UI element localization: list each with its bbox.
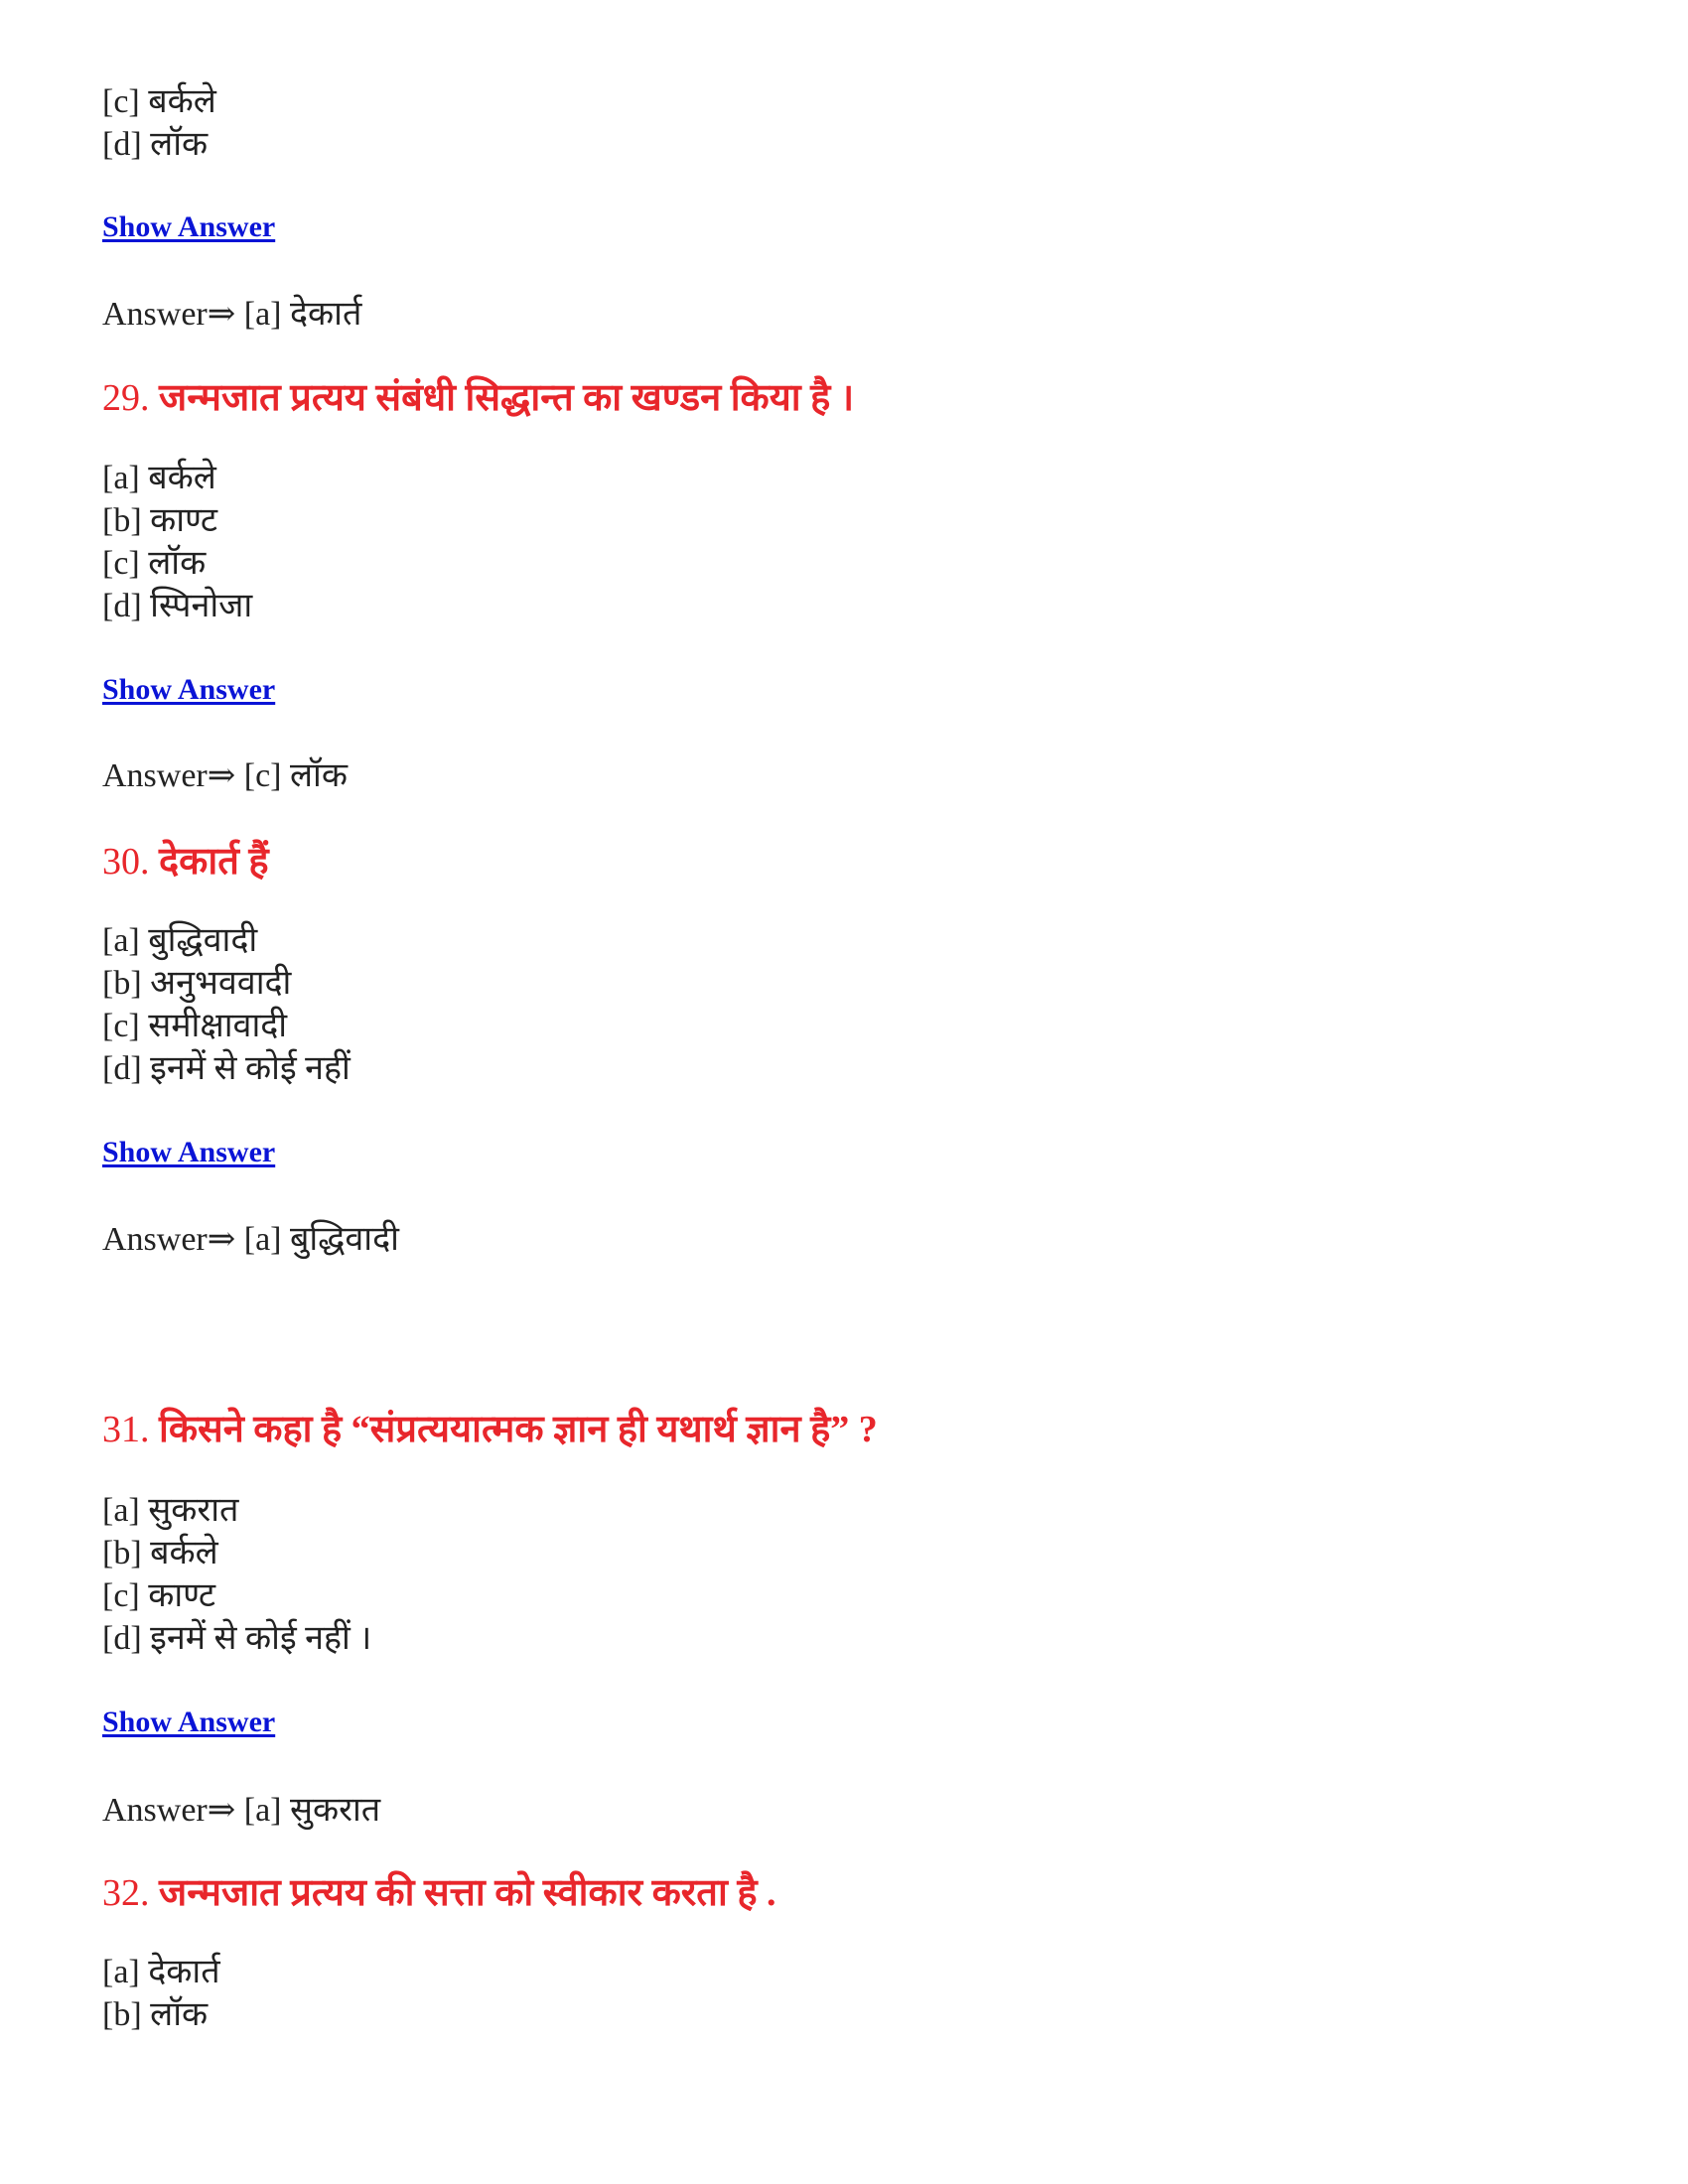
q30-text: देकार्त हैं	[159, 841, 269, 883]
q31-option-c: [c] काण्ट	[102, 1577, 216, 1614]
q30-option-d: [d] इनमें से कोई नहीं	[102, 1050, 351, 1087]
q30-answer: Answer⇒ [a] बुद्धिवादी	[102, 1221, 399, 1258]
q29-number: 29.	[102, 377, 150, 419]
q28-option-c: [c] बर्कले	[102, 83, 216, 120]
q29-option-d: [d] स्पिनोजा	[102, 588, 253, 624]
q29-option-c: [c] लॉक	[102, 545, 207, 582]
q28-show-answer-link[interactable]: Show Answer	[102, 210, 276, 243]
q29-option-a: [a] बर्कले	[102, 460, 216, 496]
q28-option-d: [d] लॉक	[102, 126, 209, 163]
q29-answer: Answer⇒ [c] लॉक	[102, 757, 348, 794]
q31-number: 31.	[102, 1409, 150, 1450]
q31-answer: Answer⇒ [a] सुकरात	[102, 1792, 381, 1829]
q31-option-a: [a] सुकरात	[102, 1492, 239, 1529]
q30-number: 30.	[102, 841, 150, 883]
q29-show-answer-link[interactable]: Show Answer	[102, 673, 276, 706]
q32-option-b: [b] लॉक	[102, 1996, 209, 2033]
q29-text: जन्मजात प्रत्यय संबंधी सिद्धान्त का खण्डन किया है ।	[159, 377, 855, 419]
q28-answer: Answer⇒ [a] देकार्त	[102, 296, 362, 333]
q31-option-d: [d] इनमें से कोई नहीं ।	[102, 1620, 372, 1657]
q30-show-answer-link[interactable]: Show Answer	[102, 1136, 276, 1168]
q31-question	[102, 1411, 878, 1448]
q30-option-b: [b] अनुभववादी	[102, 965, 292, 1002]
q32-question	[102, 1874, 776, 1912]
q31-option-b: [b] बर्कले	[102, 1535, 218, 1571]
q29-question	[102, 379, 854, 417]
q32-number: 32.	[102, 1872, 150, 1914]
q31-text: किसने कहा है “संप्रत्ययात्मक ज्ञान ही यथार्थ ज्ञान है” ?	[159, 1409, 878, 1450]
q31-show-answer-link[interactable]: Show Answer	[102, 1706, 276, 1738]
q30-option-a: [a] बुद्धिवादी	[102, 922, 258, 959]
q32-text: जन्मजात प्रत्यय की सत्ता को स्वीकार करता है .	[159, 1872, 776, 1914]
q32-option-a: [a] देकार्त	[102, 1954, 220, 1990]
q30-option-c: [c] समीक्षावादी	[102, 1008, 288, 1044]
q29-option-b: [b] काण्ट	[102, 502, 217, 539]
q30-question	[102, 843, 269, 881]
